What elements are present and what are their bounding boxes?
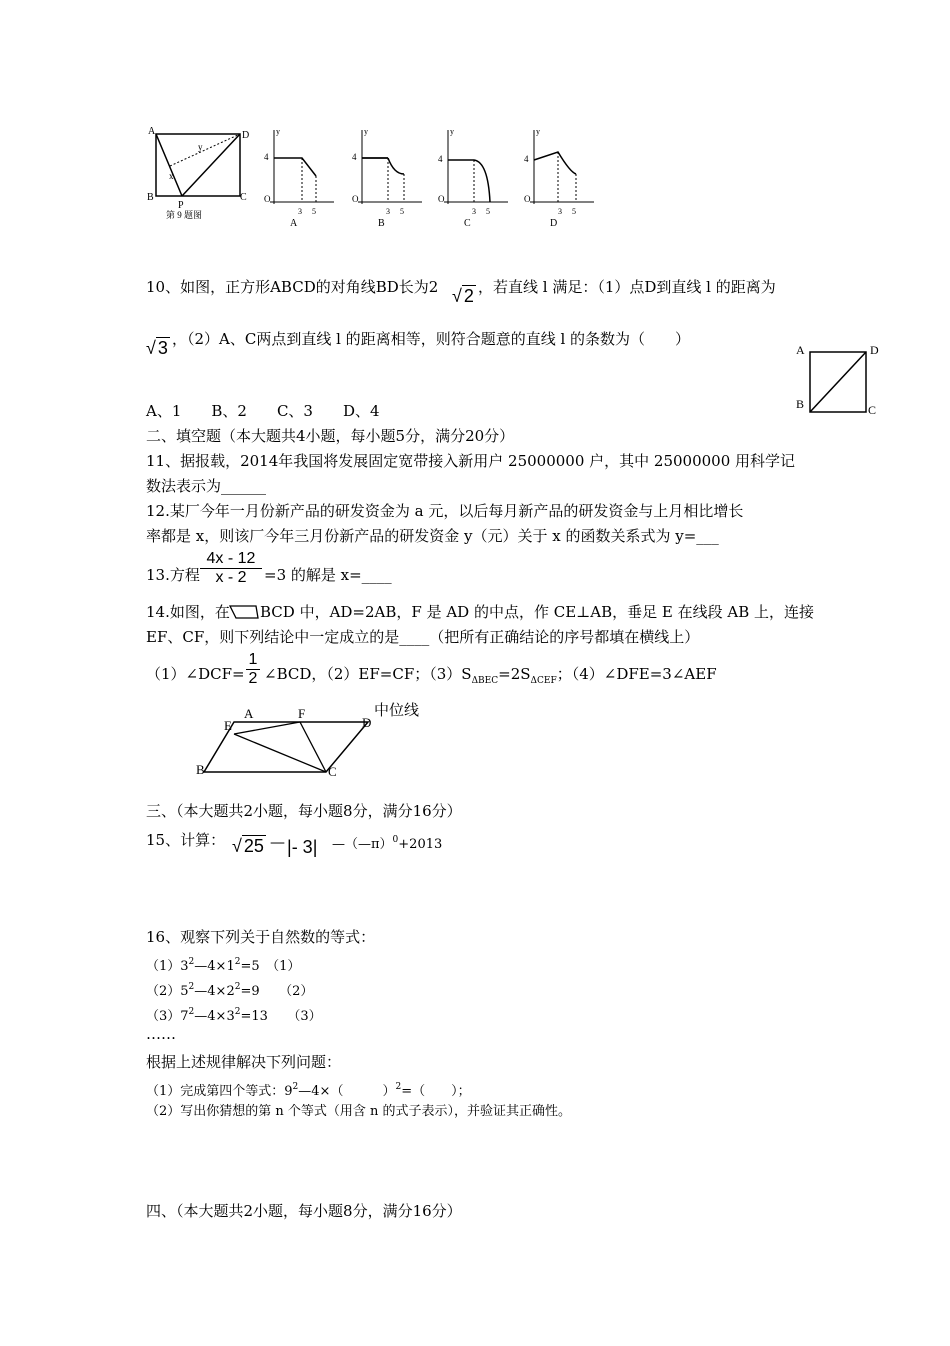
svg-text:B: B: [796, 397, 805, 411]
section-2-heading: 二、填空题（本大题共4小题，每小题5分，满分20分）: [146, 427, 515, 445]
svg-text:5: 5: [486, 207, 490, 216]
section-4-heading: 四、（本大题共2小题，每小题8分，满分16分）: [146, 1202, 462, 1220]
q14-note-midline: 中位线: [374, 701, 420, 719]
q13-denominator: x - 2: [215, 569, 247, 586]
svg-text:3: 3: [298, 207, 302, 216]
svg-text:y: y: [536, 127, 540, 136]
svg-text:3: 3: [472, 207, 476, 216]
q13-suffix: =3 的解是 x=____: [264, 566, 392, 584]
q15-minus: —: [270, 833, 285, 851]
q11-line1: 11、据报载，2014年我国将发展固定宽带接入新用户 25000000 户，其中 25000000 用科学记: [146, 452, 796, 470]
svg-text:4: 4: [524, 154, 529, 164]
svg-text:O: O: [352, 194, 359, 204]
q10-options: A、1 B、2 C、3 D、4: [146, 402, 380, 420]
svg-text:C: C: [240, 192, 247, 203]
graph-option-b: [352, 127, 422, 229]
svg-text:A: A: [796, 343, 805, 357]
svg-text:B: B: [147, 192, 154, 203]
svg-text:5: 5: [400, 207, 404, 216]
section-3-heading: 三、（本大题共2小题，每小题8分，满分16分）: [146, 802, 462, 820]
q14-conclusion-1a: （1）∠DCF=: [146, 665, 245, 683]
q15-sqrt: √ 25: [232, 836, 264, 856]
svg-text:D: D: [550, 218, 558, 229]
graph-option-d: [524, 127, 594, 229]
q13-prefix: 13.方程: [146, 566, 200, 584]
svg-text:y: y: [364, 127, 368, 136]
q14-line2: EF、CF，则下列结论中一定成立的是____（把所有正确结论的序号都填在横线上）: [146, 628, 700, 646]
figure-9: [142, 122, 602, 232]
q16-eq2: $(2)5^2—4\times 2^2=9$ （2）: [146, 982, 314, 999]
graph-option-a: [264, 127, 334, 229]
graph-option-c: [438, 127, 508, 229]
q16-part2: （2）写出你猜想的第 n 个等式（用含 n 的式子表示），并验证其正确性。: [146, 1104, 572, 1119]
svg-text:B: B: [378, 218, 385, 229]
q10-square-figure: [790, 338, 890, 418]
svg-text:O: O: [264, 194, 271, 204]
svg-text:A: A: [290, 218, 298, 229]
svg-text:4: 4: [264, 152, 269, 162]
svg-text:O: O: [438, 194, 445, 204]
svg-text:P: P: [178, 200, 184, 211]
q12-line1: 12.某厂今年一月份新产品的研发资金为 a 元，以后每月新产品的研发资金与上月相比增长: [146, 502, 744, 520]
svg-text:O: O: [524, 194, 531, 204]
q15-prefix: 15、计算：: [146, 831, 226, 849]
q15-abs: |- 3|: [287, 837, 318, 857]
q16-intro: 根据上述规律解决下列问题：: [146, 1053, 342, 1071]
q15-rest: —（—π）$^0$+2013: [332, 835, 443, 852]
svg-text:第 9 题图: 第 9 题图: [166, 210, 203, 220]
q13-numerator: 4x - 12: [200, 550, 262, 569]
q10-line1: 10、如图，正方形ABCD的对角线BD长为2: [146, 278, 439, 296]
svg-text:4: 4: [352, 152, 357, 162]
q16-title: 16、观察下列关于自然数的等式：: [146, 928, 376, 946]
svg-text:A: A: [148, 126, 156, 137]
q16-part1: （1）完成第四个等式：$9^2—4\times$（ ）$^2$=（ ）；: [146, 1082, 471, 1099]
q16-eq1: $(1)3^2—4\times 1^2=5$ （1）: [146, 957, 301, 974]
q10-line2: ，（2）A、C两点到直线 l 的距离相等，则符合题意的直线 l 的条数为（ ）: [172, 330, 691, 348]
svg-text:C: C: [464, 218, 471, 229]
q12-line2: 率都是 x，则该厂今年三月份新产品的研发资金 y（元）关于 x 的函数关系式为 y=___: [146, 527, 719, 545]
q16-eq3: $(3)7^2—4\times 3^2=13$ （3）: [146, 1007, 322, 1024]
parallelogram-icon: [228, 604, 260, 620]
svg-text:4: 4: [438, 154, 443, 164]
svg-text:D: D: [870, 343, 879, 357]
svg-text:y: y: [450, 127, 454, 136]
q10-sqrt-2: √ 2: [452, 286, 474, 306]
svg-text:F: F: [298, 706, 306, 721]
svg-text:C: C: [868, 403, 877, 417]
svg-text:D: D: [242, 130, 250, 141]
svg-text:3: 3: [558, 207, 562, 216]
svg-text:E: E: [224, 718, 232, 733]
figure-9-square: [147, 126, 249, 220]
svg-text:5: 5: [312, 207, 316, 216]
svg-text:x: x: [169, 171, 174, 181]
svg-text:3: 3: [386, 207, 390, 216]
q16-ellipsis: ……: [146, 1025, 176, 1043]
svg-text:y: y: [276, 127, 280, 136]
q14-half-fraction: $\frac{1}{2}$: [246, 651, 260, 688]
q14-line1: 14.如图，在: [146, 603, 230, 621]
q10-sqrt-3: √ 3: [146, 338, 168, 358]
svg-text:D: D: [362, 715, 372, 730]
q10-line1b: ，若直线 l 满足：（1）点D到直线 l 的距离为: [478, 278, 776, 296]
svg-text:C: C: [328, 764, 337, 779]
svg-text:5: 5: [572, 207, 576, 216]
svg-text:y: y: [198, 142, 203, 152]
svg-text:B: B: [196, 762, 205, 777]
q13-fraction: [200, 550, 262, 587]
q14-conclusions: ∠BCD，（2）EF=CF；$(3)S_{\Delta BEC}=2S_{\Delta CEF}$；（4）∠DFE=3∠AEF: [264, 665, 717, 686]
q11-line2: 数法表示为______: [146, 477, 267, 495]
q14-line1b: BCD 中，AD=2AB，F 是 AD 的中点，作 CE⊥AB，垂足 E 在线段 AB 上，连接: [260, 603, 815, 621]
svg-text:A: A: [244, 706, 254, 721]
